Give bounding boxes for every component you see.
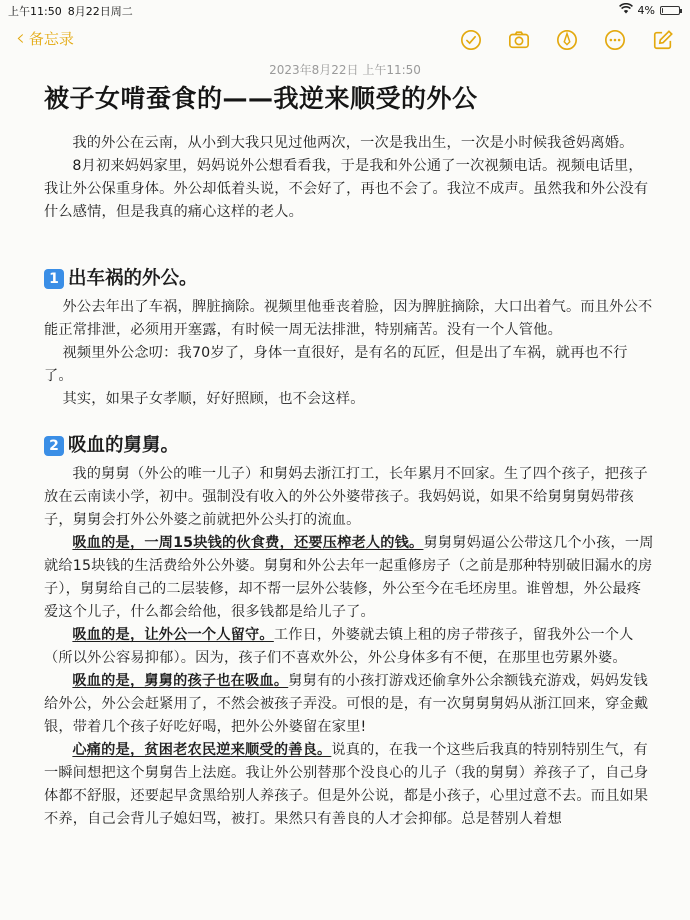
checklist-icon[interactable]	[458, 27, 484, 53]
paragraph-text: 工作日，外婆就去镇上租的房子带孩子，留我外公一个人（所以外公容易抑郁）。因为，孩子们不喜欢外公，外公身体多有不便，在那里也劳累外婆。	[44, 627, 634, 666]
section-1-title: 出车祸的外公。	[68, 268, 198, 289]
status-date: 8月22日周二	[67, 5, 133, 18]
battery-fill	[662, 8, 663, 13]
paragraph-text: 舅舅有的小孩打游戏还偷拿外公余额钱充游戏，妈妈发钱给外公，外公会赶紧用了，不然会被孩子弄没。可恨的是，有一次舅舅舅妈从浙江回来，穿金戴银，带着几个孩子好吃好喝，把外公外婆留在家里!	[44, 673, 649, 735]
note-timestamp: 2023年8月22日 上午11:50	[269, 63, 421, 77]
section-2-paragraph-4	[44, 670, 654, 739]
highlight-text: 吸血的是，舅舅的孩子也在吸血。	[72, 673, 289, 689]
note-title: 被子女啃蚕食的——我逆来顺受的外公	[44, 84, 478, 113]
section-1-paragraph-1: 外公去年出了车祸，脾脏摘除。视频里他垂丧着脸，因为脾脏摘除，大口出着气。而且外公不能正常排泄，必须用开塞露，有时候一周无法排泄，特别痛苦。没有一个人管他。	[44, 299, 653, 338]
compose-icon[interactable]	[650, 27, 676, 53]
status-bar	[0, 0, 690, 20]
toolbar	[458, 27, 676, 53]
nav-bar	[0, 22, 690, 58]
highlight-text: 心痛的是，贫困老农民逆来顺受的善良。	[72, 742, 332, 758]
status-time: 上午11:50	[8, 5, 62, 18]
more-icon[interactable]	[602, 27, 628, 53]
section-2-paragraph-1: 我的舅舅（外公的唯一儿子）和舅妈去浙江打工，长年累月不回家。生了四个孩子，把孩子放在云南读小学，初中。强制没有收入的外公外婆带孩子。我妈妈说，如果不给舅舅舅妈带孩子，舅舅会打外公外婆之前就把外公头打的流血。	[44, 466, 648, 528]
camera-icon[interactable]	[506, 27, 532, 53]
section-1-paragraph-3: 其实，如果子女孝顺，好好照顾，也不会这样。	[62, 391, 365, 407]
battery-percent: 4%	[637, 3, 655, 17]
section-2-heading	[44, 431, 654, 461]
section-2-paragraph-2	[44, 532, 654, 624]
bottom-fade	[0, 890, 690, 920]
chevron-left-icon: ‹	[16, 25, 25, 51]
back-button[interactable]	[16, 25, 74, 51]
keycap-number-icon: 1	[44, 269, 64, 289]
section-1-heading	[44, 264, 654, 294]
intro-paragraph-2: 8月初来妈妈家里，妈妈说外公想看看我，于是我和外公通了一次视频电话。视频电话里，我让外公保重身体。外公却低着头说，不会好了，再也不会了。我泣不成声。虽然我和外公没有什么感情，但是我真的痛心这样的老人。	[44, 158, 649, 220]
highlight-text: 吸血的是，一周15块钱的伙食费，还要压榨老人的钱。	[72, 535, 424, 551]
markup-icon[interactable]	[554, 27, 580, 53]
section-2-paragraph-3	[44, 624, 654, 670]
keycap-number-icon: 2	[44, 436, 64, 456]
intro-paragraph-1: 我的外公在云南，从小到大我只见过他两次，一次是我出生，一次是小时候我爸妈离婚。	[72, 135, 634, 151]
back-label: 备忘录	[28, 30, 74, 48]
highlight-text: 吸血的是，让外公一个人留守。	[72, 627, 274, 643]
battery-icon	[660, 6, 680, 15]
paragraph-text: 说真的，在我一个这些后我真的特别特别生气，有一瞬间想把这个舅舅告上法庭。我让外公别替那个没良心的儿子（我的舅舅）养孩子了，自己身体都不舒服，还要起早贪黑给别人养孩子。但是外公说，都是小孩子，心里过意不去。而且如果不养，自己会背儿子媳妇骂，被打。果然只有善良的人才会抑郁。总是替别人着想	[44, 742, 649, 827]
section-1-paragraph-2: 视频里外公念叨：我70岁了，身体一直很好，是有名的瓦匠，但是出了车祸，就再也不行了。	[44, 345, 628, 384]
paragraph-text: 舅舅舅妈逼公公带这几个小孩，一周就给15块钱的生活费给外公外婆。舅舅和外公去年一起重修房子（之前是那种特别破旧漏水的房子），舅舅给自己的二层装修，却不帮一层外公装修，外公至今在毛坯房里。谁曾想，外公最疼爱这个儿子，什么都会给他，很多钱都是给儿子了。	[44, 535, 654, 620]
wifi-icon	[619, 3, 633, 17]
section-2-title: 吸血的舅舅。	[68, 435, 180, 456]
note-body[interactable]	[44, 80, 654, 831]
section-2-paragraph-5	[44, 739, 654, 831]
